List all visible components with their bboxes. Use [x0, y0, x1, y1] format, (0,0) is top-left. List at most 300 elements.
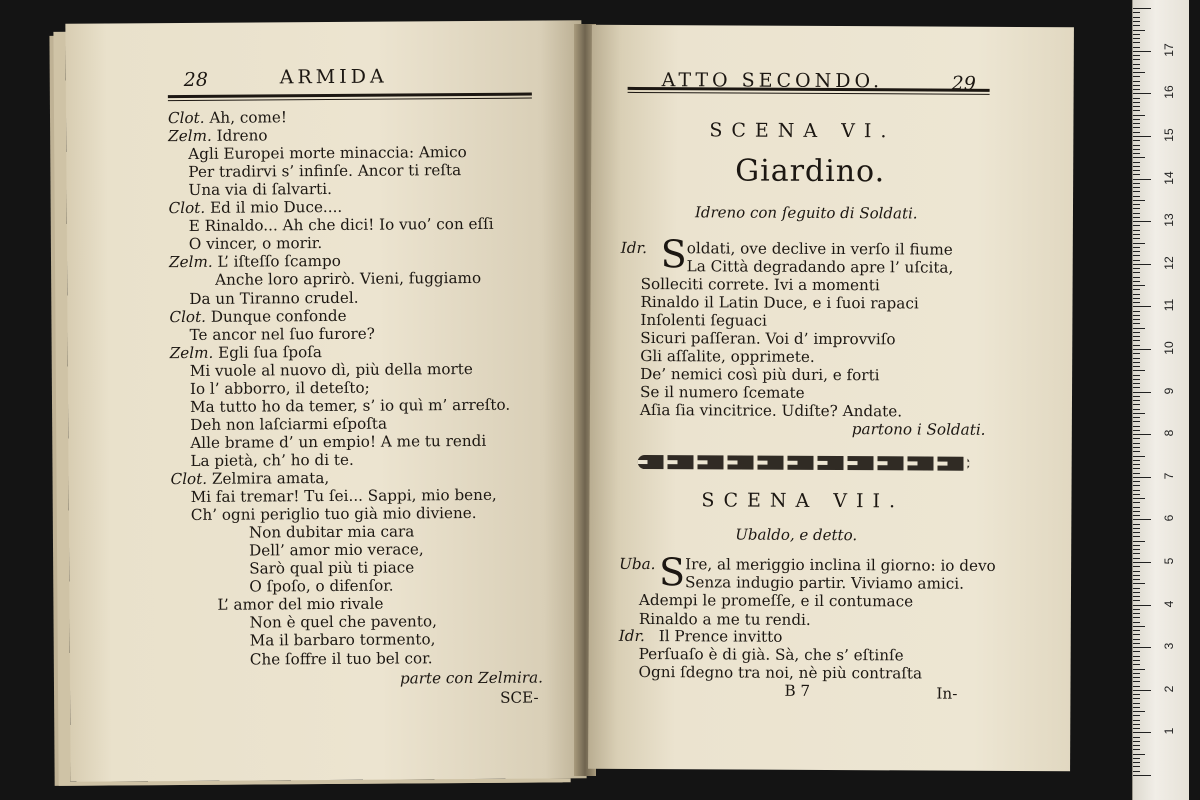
left-page: [65, 20, 586, 782]
ruler-tick: [1133, 196, 1140, 197]
left-line: [191, 486, 497, 506]
ruler-tick: [1133, 272, 1140, 273]
ruler-tick: [1133, 720, 1140, 721]
ruler-tick: [1133, 404, 1140, 405]
ruler-tick: [1133, 64, 1140, 65]
ruler-tick: [1133, 85, 1140, 86]
left-line: [190, 432, 486, 452]
left-line: [190, 396, 510, 416]
ruler-tick: [1133, 686, 1140, 687]
ruler-tick: [1133, 707, 1140, 708]
ruler-tick: [1133, 336, 1140, 337]
ruler-tick: [1133, 651, 1140, 652]
right-line: Ogni ſdegno tra noi, nè più contraſta: [638, 663, 923, 683]
ruler-tick: [1133, 579, 1140, 580]
speaker-label: Zelm.: [169, 343, 214, 362]
ruler-tick: [1133, 230, 1140, 231]
ruler-tick: [1133, 59, 1140, 60]
ruler-tick: [1133, 162, 1140, 163]
ruler-tick: [1133, 166, 1140, 167]
ruler-tick: [1133, 443, 1140, 444]
ruler-tick: [1133, 123, 1140, 124]
ruler-tick: [1133, 375, 1140, 376]
ruler-tick: [1133, 34, 1140, 35]
ruler-tick: [1133, 456, 1145, 457]
left-line: [250, 631, 436, 650]
right-line: Gli aſſalite, opprimete.: [640, 347, 815, 366]
right-line: Aſia ſia vincitrice. Udiſte? Andate.: [639, 400, 903, 421]
ruler-number: 6: [1162, 515, 1176, 522]
verse-text: Mi vuole al nuovo dì, più della morte: [189, 359, 473, 380]
ruler-tick: [1133, 93, 1151, 94]
left-line: [190, 360, 473, 380]
verse-text: Che ſoffre il tuo bel cor.: [249, 648, 433, 669]
verse-text: L’ iſteſſo ſcampo: [217, 252, 341, 272]
left-line: [215, 269, 481, 289]
ruler-tick: [1133, 38, 1140, 39]
ruler-tick: [1133, 68, 1140, 69]
ruler-number: 16: [1162, 85, 1176, 100]
ruler-tick: [1133, 609, 1140, 610]
verse-text: Una via di ſalvarti.: [188, 180, 332, 200]
ruler-tick: [1133, 592, 1140, 593]
scene-vi-cast: Idreno con ſeguito di Soldati.: [694, 203, 918, 223]
left-line: [217, 595, 383, 614]
left-line: [249, 577, 393, 596]
verse-text: O vincer, o morir.: [188, 234, 323, 254]
ruler-tick: [1133, 656, 1140, 657]
ruler-tick: [1133, 498, 1145, 499]
verse-text: Sarò qual più ti piace: [249, 558, 415, 578]
verse-text: Idreno: [216, 126, 268, 145]
scene-vi-dropcap: S: [660, 232, 687, 277]
ruler-tick: [1133, 447, 1140, 448]
ruler-tick: [1133, 536, 1140, 537]
ruler-tick: [1133, 728, 1140, 729]
ruler-tick: [1133, 260, 1140, 261]
ruler-tick: [1133, 771, 1140, 772]
ornamental-divider: [638, 455, 970, 471]
ruler-tick: [1133, 200, 1145, 201]
verse-text: Ah, come!: [209, 108, 288, 127]
ruler-tick: [1133, 758, 1140, 759]
ruler-tick: [1133, 362, 1140, 363]
verse-text: Mi fai tremar! Tu ſei... Sappi, mio bene,: [190, 485, 497, 506]
ruler-tick: [1133, 583, 1145, 584]
ruler-number: 7: [1162, 472, 1176, 480]
ruler-tick: [1133, 588, 1140, 589]
ruler-tick: [1133, 524, 1140, 525]
ruler-number: 15: [1162, 128, 1176, 142]
verse-text: Ed il mio Duce....: [209, 198, 343, 218]
speaker-label: Zelm.: [168, 253, 213, 272]
ruler-tick: [1133, 413, 1145, 414]
ruler-tick: [1133, 187, 1140, 188]
right-line: Ire, al meriggio inclina il giorno: io devo: [685, 555, 996, 575]
ruler-tick: [1133, 89, 1140, 90]
ruler-tick: [1133, 119, 1140, 120]
ruler-tick: [1133, 639, 1140, 640]
left-catchword: SCE-: [500, 688, 539, 707]
ruler-tick: [1133, 566, 1140, 567]
left-line: [170, 343, 322, 362]
ruler-tick: [1133, 98, 1140, 99]
ruler-tick: [1133, 754, 1145, 755]
verse-text: Dell’ amor mio verace,: [248, 540, 424, 560]
left-line: [190, 451, 353, 470]
verse-text: La pietà, ch’ ho di te.: [190, 450, 354, 470]
ruler-tick: [1133, 264, 1151, 265]
ruler-tick: [1133, 643, 1140, 644]
ruler-tick: [1133, 102, 1140, 103]
right-page-number: 29: [951, 72, 976, 95]
left-line: [168, 108, 287, 127]
verse-text: L’ amor del mio rivale: [217, 594, 384, 615]
scene-vii-speaker-ubaldo: Uba.: [619, 554, 656, 574]
ruler-tick: [1133, 51, 1151, 52]
ruler-tick: [1133, 562, 1151, 563]
ruler-tick: [1133, 515, 1140, 516]
ruler-tick: [1133, 647, 1151, 648]
left-line: [190, 378, 370, 397]
ruler-tick: [1133, 485, 1140, 486]
ruler-number: 8: [1162, 429, 1176, 437]
verse-text: Te ancor nel ſuo furore?: [189, 324, 375, 344]
scene-vii-speaker-idreno: Idr.: [618, 626, 645, 646]
ruler-tick: [1133, 528, 1140, 529]
ruler-tick: [1133, 340, 1140, 341]
ruler-tick: [1133, 698, 1140, 699]
verse-text: Egli ſua ſpoſa: [218, 342, 322, 362]
ruler-tick: [1133, 558, 1140, 559]
right-running-head: ATTO SECONDO.: [661, 69, 884, 93]
ruler-tick: [1133, 157, 1145, 158]
right-page: [588, 25, 1074, 772]
ruler-tick: [1133, 140, 1140, 141]
speaker-label: Clot.: [167, 108, 205, 128]
verse-text: Ma tutto ho da temer, s’ io quì m’ arreſto.: [189, 395, 511, 416]
ruler-tick: [1133, 507, 1140, 508]
ruler-tick: [1133, 353, 1140, 354]
ruler-tick: [1133, 136, 1151, 137]
left-line: [249, 541, 424, 560]
ruler-tick: [1133, 370, 1145, 371]
ruler-number: 10: [1162, 341, 1176, 355]
ruler-tick: [1133, 438, 1140, 439]
ruler-tick: [1133, 519, 1151, 520]
ruler-tick: [1133, 294, 1140, 295]
ruler-tick: [1133, 417, 1140, 418]
ruler-tick: [1133, 183, 1140, 184]
ruler-tick: [1133, 575, 1140, 576]
left-line: [169, 306, 346, 325]
ruler-tick: [1133, 711, 1145, 712]
ruler-tick: [1133, 47, 1140, 48]
left-line: [170, 469, 329, 488]
ruler-tick: [1133, 12, 1140, 13]
verse-text: O ſpoſo, o difenſor.: [249, 576, 394, 596]
ruler-tick: [1133, 149, 1140, 150]
verse-text: Ch’ ogni periglio tuo già mio diviene.: [190, 504, 477, 525]
ruler-tick: [1133, 673, 1140, 674]
ruler-tick: [1133, 298, 1140, 299]
ruler-tick: [1133, 553, 1140, 554]
verse-text: Alle brame d’ un empio! A me tu rendi: [190, 431, 487, 452]
ruler-tick: [1133, 741, 1140, 742]
ruler-tick: [1133, 127, 1140, 128]
verse-text: Agli Europei morte minaccia: Amico: [188, 143, 467, 164]
scene-vi-title: SCENA VI.: [709, 119, 896, 143]
ruler-tick: [1133, 208, 1140, 209]
ruler-tick: [1133, 268, 1140, 269]
ruler-tick: [1133, 626, 1145, 627]
ruler-tick: [1133, 477, 1151, 478]
ruler-tick: [1133, 451, 1140, 452]
ruler-tick: [1133, 153, 1140, 154]
ruler-number: 12: [1162, 256, 1176, 270]
scene-vii-dropcap: S: [658, 550, 686, 595]
ruler-tick: [1133, 145, 1140, 146]
ruler-tick: [1133, 204, 1140, 205]
ruler-number: 3: [1162, 642, 1176, 650]
ruler-tick: [1133, 379, 1140, 380]
ruler-tick: [1133, 332, 1140, 333]
ruler-tick: [1133, 179, 1151, 180]
ruler-tick: [1133, 677, 1140, 678]
right-line: Se il numero ſcemate: [639, 383, 805, 402]
ruler-tick: [1133, 21, 1140, 22]
right-line: Adempi le promeſſe, e il contumace: [638, 591, 914, 611]
ruler-tick: [1133, 775, 1151, 776]
right-line: De’ nemici così più duri, e forti: [640, 365, 880, 385]
ruler-tick: [1133, 634, 1140, 635]
ruler-tick: [1133, 311, 1140, 312]
left-line: [188, 161, 461, 181]
verse-text: Da un Tiranno crudel.: [189, 288, 359, 308]
left-line: [168, 126, 267, 145]
right-line: oldati, ove declive in verſo il fiume: [686, 239, 953, 259]
left-page-number: 28: [183, 68, 209, 91]
ruler-tick: [1133, 366, 1140, 367]
ruler-tick: [1133, 55, 1140, 56]
ruler-number: 4: [1162, 600, 1176, 607]
verse-text: Deh non laſciarmi eſpoſta: [190, 414, 388, 434]
ruler-tick: [1133, 42, 1140, 43]
ruler-tick: [1133, 681, 1140, 682]
verse-text: Dunque confonde: [210, 306, 347, 326]
ruler-tick: [1133, 289, 1140, 290]
ruler-tick: [1133, 460, 1140, 461]
ruler-tick: [1133, 617, 1140, 618]
ruler-tick: [1133, 749, 1140, 750]
measuring-ruler: [1132, 0, 1189, 800]
ruler-tick: [1133, 255, 1140, 256]
ruler-tick: [1133, 234, 1140, 235]
ruler-tick: [1133, 25, 1140, 26]
ruler-tick: [1133, 213, 1140, 214]
left-line: [188, 143, 467, 163]
ruler-tick: [1133, 247, 1140, 248]
scene-vii-cast: Ubaldo, e detto.: [735, 525, 858, 545]
ruler-tick: [1133, 170, 1140, 171]
ruler-tick: [1133, 225, 1140, 226]
verse-text: Zelmira amata,: [211, 468, 330, 488]
signature-mark: B 7: [784, 681, 811, 700]
ruler-tick: [1133, 387, 1140, 388]
ruler-tick: [1133, 724, 1140, 725]
ruler-tick: [1133, 174, 1140, 175]
ruler-tick: [1133, 17, 1140, 18]
left-line: [189, 288, 358, 307]
ruler-tick: [1133, 613, 1140, 614]
right-line: Rinaldo il Latin Duce, e i ſuoi rapaci: [640, 293, 919, 313]
ruler-tick: [1133, 630, 1140, 631]
ruler-tick: [1133, 72, 1145, 73]
left-line: [249, 559, 414, 578]
ruler-tick: [1133, 605, 1151, 606]
ruler-number: 9: [1162, 387, 1176, 394]
speaker-label: Clot.: [170, 469, 208, 489]
left-line: [169, 198, 343, 217]
scene-vi-setting: Giardino.: [735, 153, 886, 190]
ruler-tick: [1133, 694, 1140, 695]
left-line: [189, 234, 322, 253]
ruler-tick: [1133, 306, 1151, 307]
right-line: Inſolenti ſeguaci: [640, 311, 767, 330]
ruler-tick: [1133, 132, 1140, 133]
verse-text: Io l’ abborro, il deteſto;: [189, 378, 370, 398]
ruler-tick: [1133, 30, 1145, 31]
ruler-tick: [1133, 191, 1140, 192]
ruler-tick: [1133, 549, 1140, 550]
right-line: Il Prence invitto: [658, 627, 783, 646]
ruler-tick: [1133, 490, 1140, 491]
speaker-label: Clot.: [168, 199, 206, 218]
left-running-head: ARMIDA: [279, 65, 388, 89]
right-line: Rinaldo a me tu rendi.: [638, 609, 811, 629]
scene-vi-speaker: Idr.: [620, 238, 647, 258]
ruler-tick: [1133, 396, 1140, 397]
verse-text: Non è quel che pavento,: [249, 612, 437, 632]
ruler-tick: [1133, 409, 1140, 410]
right-line: Solleciti correte. Ivi a momenti: [640, 275, 880, 295]
ruler-number: 11: [1162, 299, 1176, 312]
ruler-tick: [1133, 481, 1140, 482]
left-line: [191, 504, 477, 524]
ruler-number: 5: [1162, 557, 1176, 565]
ruler-tick: [1133, 571, 1140, 572]
speaker-label: Zelm.: [168, 126, 212, 146]
ruler-tick: [1133, 494, 1140, 495]
right-line: La Città degradando apre l’ uſcita,: [686, 257, 954, 277]
ruler-tick: [1133, 115, 1145, 116]
left-line: [249, 613, 436, 632]
ruler-tick: [1133, 106, 1140, 107]
left-line: [189, 215, 494, 235]
right-line: Sicuri paſſeran. Voi d’ improvviſo: [640, 329, 896, 349]
verse-text: Per tradirvi s’ infinſe. Ancor ti reſta: [188, 161, 462, 182]
left-line: [190, 414, 387, 433]
right-header-rule: [628, 87, 990, 95]
ruler-tick: [1133, 421, 1140, 422]
left-line: [169, 252, 341, 271]
ruler-tick: [1133, 745, 1140, 746]
right-line: Perſuaſo è di già. Sà, che s’ eſtinſe: [638, 645, 904, 665]
ruler-tick: [1133, 732, 1151, 733]
ruler-tick: [1133, 541, 1145, 542]
verse-text: Non dubitar mia cara: [248, 522, 415, 542]
verse-text: Ma il barbaro tormento,: [249, 630, 436, 650]
ruler-tick: [1133, 302, 1140, 303]
left-line: [189, 324, 374, 343]
ruler-tick: [1133, 277, 1140, 278]
ruler-tick: [1133, 81, 1140, 82]
ruler-tick: [1133, 434, 1151, 435]
ruler-tick: [1133, 217, 1140, 218]
ruler-tick: [1133, 622, 1140, 623]
ruler-tick: [1133, 319, 1140, 320]
ruler-number: 2: [1162, 685, 1176, 693]
ruler-number: 17: [1162, 43, 1176, 57]
left-stage-direction: parte con Zelmira.: [399, 668, 544, 688]
ruler-tick: [1133, 715, 1140, 716]
speaker-label: Clot.: [169, 307, 207, 326]
ruler-tick: [1133, 511, 1140, 512]
ruler-tick: [1133, 473, 1140, 474]
verse-text: E Rinaldo... Ah che dici! Io vuo’ con eſſi: [188, 215, 494, 236]
scene-vii-title: SCENA VII.: [701, 489, 905, 513]
ruler-tick: [1133, 323, 1140, 324]
ruler-tick: [1133, 664, 1140, 665]
left-line: [249, 523, 415, 542]
ruler-tick: [1133, 281, 1140, 282]
ruler-tick: [1133, 669, 1145, 670]
ruler-tick: [1133, 532, 1140, 533]
ruler-tick: [1133, 660, 1140, 661]
ruler-tick: [1133, 238, 1140, 239]
ruler-tick: [1133, 400, 1140, 401]
right-catchword: In-: [936, 684, 958, 703]
ruler-tick: [1133, 8, 1151, 9]
ruler-tick: [1133, 358, 1140, 359]
ruler-tick: [1133, 430, 1140, 431]
ruler-tick: [1133, 502, 1140, 503]
ruler-tick: [1133, 545, 1140, 546]
ruler-tick: [1133, 76, 1140, 77]
ruler-number: 1: [1162, 728, 1176, 735]
ruler-number: 14: [1162, 170, 1176, 185]
ruler-number: 13: [1162, 213, 1176, 227]
ruler-tick: [1133, 596, 1140, 597]
left-line: [250, 649, 433, 668]
ruler-tick: [1133, 703, 1140, 704]
ruler-tick: [1133, 328, 1145, 329]
ruler-tick: [1133, 345, 1140, 346]
ruler-tick: [1133, 243, 1145, 244]
ruler-tick: [1133, 464, 1140, 465]
ruler-tick: [1133, 690, 1151, 691]
ruler-tick: [1133, 468, 1140, 469]
left-line: [188, 180, 332, 199]
ruler-tick: [1133, 392, 1151, 393]
right-line: Senza indugio partir. Viviamo amici.: [684, 573, 964, 593]
ruler-tick: [1133, 349, 1151, 350]
ruler-tick: [1133, 762, 1140, 763]
ruler-tick: [1133, 766, 1140, 767]
scene-vi-exit: partono i Soldati.: [851, 420, 986, 439]
ruler-tick: [1133, 426, 1140, 427]
ruler-tick: [1133, 251, 1140, 252]
